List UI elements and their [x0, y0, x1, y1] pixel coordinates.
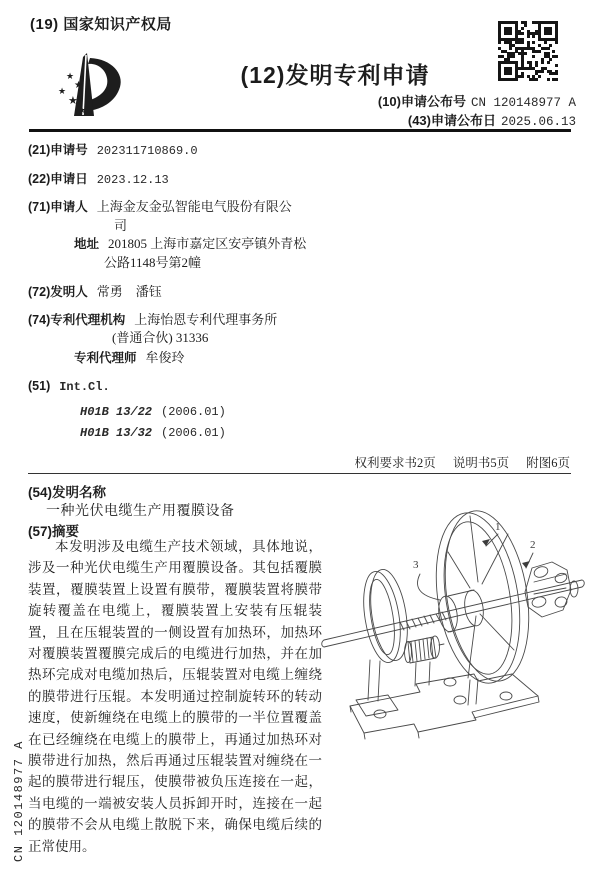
- biblio-text: (22)申请日: [28, 171, 88, 186]
- logo-star-icon: ★: [58, 86, 67, 96]
- biblio-text: 专利代理师: [74, 350, 137, 365]
- office-name: 国家知识产权局: [63, 16, 172, 33]
- header-divider: [29, 129, 571, 132]
- abstract-text: 本发明涉及电缆生产技术领域，具体地说，涉及一种光伏电缆生产用覆膜设备。其包括覆膜装置，覆膜装置上设置有膜带，覆膜装置将膜带旋转覆盖在电缆上，覆膜装置上安装有压辊装置，且在压辊装置的一侧设置有加热环，加热环对覆膜装置覆膜完成后的电缆进行加热，并在加热环完成对电缆加热后，压辊装置对电缆上缠绕的膜带进行压辊。本发明通过控制旋转环的转动速度，使新缠绕在电缆上的膜带的一半位置覆盖在已经缠绕在电缆上的膜带上，再通过加热环对膜带进行加热，然后再通过压辊装置对缠绕在一起的膜带进行辊压，使膜带被负压连接在一起，当电缆的一端被安装人员拆卸开时，连接在一起的膜带不会从电缆上散脱下来，确保电缆后续的正常使用。: [28, 539, 322, 854]
- biblio-text: 常勇 潘钰: [96, 284, 162, 299]
- biblio-text: 公路1148号第2幢: [104, 254, 202, 270]
- description-pages: 说明书5页: [452, 456, 510, 470]
- biblio-text: 上海金友金弘智能电气股份有限公: [96, 199, 292, 214]
- publication-info: [378, 93, 576, 131]
- qr-code: [498, 21, 558, 81]
- biblio-line: [112, 329, 348, 347]
- biblio-line: [104, 254, 348, 272]
- doc-type-text: 发明专利申请: [285, 62, 430, 88]
- pub-date-value: 2025.06.13: [500, 115, 576, 129]
- biblio-line: [28, 170, 348, 190]
- biblio-text: 201805 上海市嘉定区安亭镇外青松: [108, 236, 307, 251]
- biblio-line: [28, 141, 348, 161]
- cnipa-logo: [46, 52, 138, 118]
- section-divider: [28, 473, 571, 474]
- biblio-text: Int.Cl.: [59, 380, 110, 394]
- invention-title-label: (54)发明名称: [28, 485, 107, 500]
- document-type-title: [205, 57, 465, 90]
- biblio-text: (21)申请号: [28, 143, 88, 157]
- figure-label-1: 1: [495, 521, 501, 533]
- patent-office-line: [30, 13, 172, 34]
- office-code: (19): [30, 16, 59, 33]
- logo-star-icon: ★: [66, 71, 75, 81]
- publication-number-row: [378, 93, 576, 112]
- biblio-line: [80, 402, 348, 422]
- claims-pages: 权利要求书2页: [354, 456, 436, 470]
- pub-no-value: CN 120148977 A: [470, 96, 576, 110]
- logo-star-icon: ★: [74, 80, 83, 91]
- biblio-text: 2023.12.13: [96, 172, 169, 187]
- biblio-line: [80, 423, 348, 443]
- biblio-line: [28, 311, 348, 330]
- biblio-lines: [28, 141, 348, 443]
- invention-title: 一种光伏电缆生产用覆膜设备: [46, 504, 235, 519]
- biblio-text: (72)发明人: [28, 285, 88, 299]
- abstract-label: (57)摘要: [28, 524, 80, 539]
- biblio-text: (74)专利代理机构: [28, 312, 126, 327]
- figure-label-3: 3: [413, 559, 419, 571]
- biblio-text: H01B 13/32: [80, 426, 153, 440]
- logo-star-icon: ★: [68, 95, 78, 107]
- pub-no-label: (10)申请公布号: [377, 94, 466, 109]
- biblio-text: (2006.01): [161, 404, 226, 419]
- biblio-text: (51): [28, 379, 51, 393]
- sidebar-publication-number: CN 120148977 A: [12, 740, 26, 862]
- pages-info: [340, 453, 570, 471]
- biblio-line: [114, 217, 348, 235]
- figure-label-2: 2: [530, 539, 536, 551]
- biblio-line: [28, 283, 348, 302]
- doc-type-code: (12): [240, 62, 286, 88]
- drawings-pages: 附图6页: [526, 456, 570, 470]
- biblio-text: (71)申请人: [28, 200, 88, 214]
- biblio-text: (普通合伙) 31336: [112, 330, 209, 345]
- biblio-text: H01B 13/22: [80, 404, 153, 419]
- biblio-text: 地址: [74, 237, 100, 251]
- biblio-line: [28, 377, 348, 397]
- biblio-line: [74, 235, 348, 254]
- biblio-text: (2006.01): [161, 426, 226, 440]
- biblio-line: [74, 349, 348, 368]
- logo-star-icon: ★: [78, 105, 87, 115]
- patent-figure: [320, 490, 592, 752]
- biblio-text: 司: [114, 217, 128, 233]
- biblio-text: 202311710869.0: [96, 144, 198, 158]
- pub-date-label: (43)申请公布日: [407, 113, 496, 128]
- biblio-text: 上海怡恩专利代理事务所: [134, 311, 278, 327]
- biblio-line: [28, 198, 348, 217]
- biblio-text: 牟俊玲: [145, 349, 185, 365]
